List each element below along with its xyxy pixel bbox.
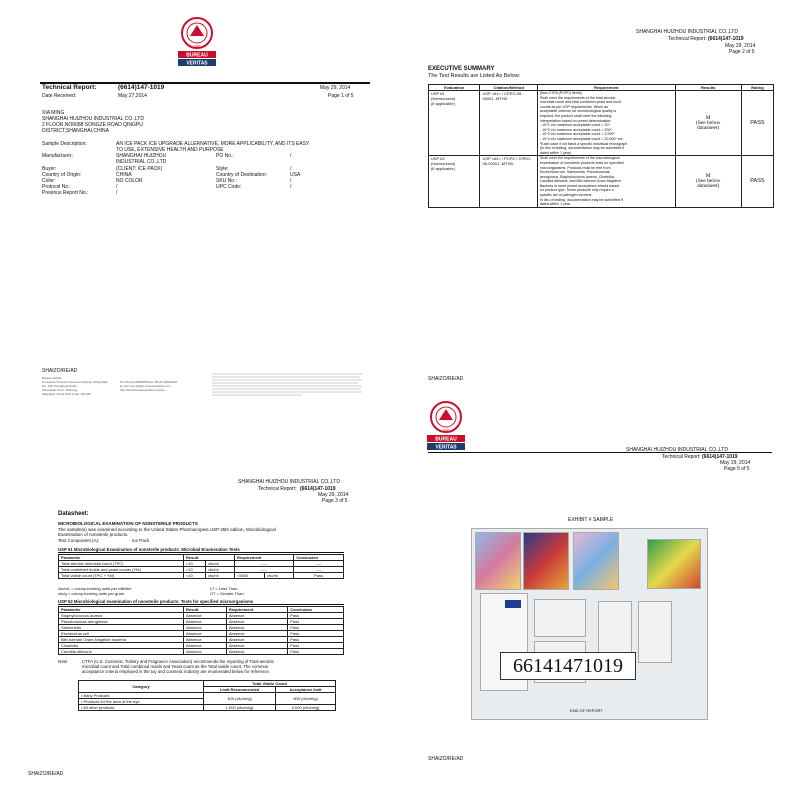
requirement-cell: ----- — [235, 561, 294, 567]
table-row — [429, 91, 774, 156]
micro-line: The sample(s) was examined according to the United States Pharmacopeia USP 35th edition, Microbiological — [58, 527, 276, 532]
requirement-cell: Absence — [226, 619, 287, 625]
lab-address-line: Tel: 86-21-24081688 Fax: 86-21-64900042 — [120, 380, 178, 384]
text-line: *Each case if not listed a specific individual monograph — [539, 141, 628, 146]
field-key: PO No.: — [216, 153, 234, 159]
requirement-cell: Absence — [226, 637, 287, 643]
result-cell: <10 — [184, 561, 206, 567]
legend-item: GT = Greater Than — [210, 591, 244, 596]
sample-label: Sample Description: — [42, 141, 87, 147]
bureau-veritas-logo — [425, 400, 467, 452]
micro-title: MICROBIOLOGICAL EXAMINATION OF NONSTERILE PRODUCTS — [58, 521, 198, 526]
col-header: Limit Recommended — [204, 687, 276, 693]
photo-label-number: 66141471019 — [500, 652, 636, 680]
text-line: (if applicable) — [431, 101, 455, 106]
result-cell: Absence — [184, 631, 227, 637]
field-value: / — [290, 153, 292, 159]
text-line: dated within 1 year. — [539, 202, 571, 207]
lab-address-line: Bureau Veritas — [42, 376, 62, 380]
conclusion-cell: Pass — [288, 637, 344, 643]
requirement-cell: <5000 — [235, 573, 265, 579]
category-cell — [79, 705, 204, 711]
text-line: M — [705, 114, 711, 121]
footer-code: SHAIZO/RE/AD — [428, 376, 464, 382]
text-line: In lieu of testing, documentation may be submitted if — [539, 197, 623, 202]
param-cell: Staphylococcus aureus — [59, 613, 184, 619]
field-key: Country of Origin: — [42, 172, 82, 178]
footer-code: SHAIZO/RE/AD — [42, 368, 78, 374]
ice-pack-cartoon-3 — [573, 532, 619, 590]
bullet-icon: • — [81, 693, 84, 698]
table-row — [59, 649, 344, 655]
text-line: USP <61> / CPEO-08- — [482, 91, 523, 96]
field-key: Country of Destination: — [216, 172, 267, 178]
conclusion-cell: Pass — [294, 573, 344, 579]
category-label: Baby Products — [83, 693, 110, 698]
col-header: Category — [79, 681, 204, 693]
text-line: Candida albicans, and Bile-tolerant Gram-Negative — [539, 179, 622, 184]
param-cell: Escherichia coli — [59, 631, 184, 637]
text-line: dated within 1 year) — [539, 150, 572, 155]
text-line: datasheet) — [697, 183, 720, 190]
col-header: Evaluation — [429, 85, 480, 91]
address-line: SHANGHAI HUIZHOU INDUSTRIAL CO.,LTD — [42, 116, 144, 122]
col-header: Parameter — [59, 555, 184, 561]
logo-brand-top: BUREAU — [186, 52, 208, 59]
text-line: - 10^4 cfu maximum acceptable count = 20,000* etc. — [539, 136, 624, 141]
sample-photo — [471, 528, 708, 720]
category-label: All other products — [83, 705, 115, 710]
result-cell: <10 — [184, 573, 206, 579]
field-key: Protocol No.: — [42, 184, 71, 190]
limit-cell: 5,000 (cfu/ml/g) — [276, 705, 336, 711]
evaluation-cell — [429, 91, 480, 156]
address-line: DISTRICT,SHANGHAI,CHINA — [42, 128, 109, 134]
unit-cell: cfu/ml — [205, 567, 234, 573]
field-value: / — [290, 184, 292, 190]
conclusion-cell: Pass — [288, 643, 344, 649]
category-label: Products for the area of the eye — [83, 699, 140, 704]
field-value: NO COLOR — [116, 178, 143, 184]
rating-cell: PASS — [741, 91, 773, 156]
text-line: Escherichia coli, Salmonella, Pseudomonas — [539, 170, 610, 175]
field-key: Manufacturer: — [42, 153, 73, 159]
col-header: Result — [184, 607, 227, 613]
field-value: / — [116, 190, 118, 196]
param-cell: Bile-tolerant Gram-Negative bacteria — [59, 637, 184, 643]
page-number: Page 3 of 5 — [322, 498, 348, 504]
text-line: (Harmonized) — [431, 96, 456, 101]
text-line: Shall meet the requirements of the microbiological — [539, 156, 620, 161]
requirement-cell: Absence — [226, 643, 287, 649]
text-line: - 10^3 cfu maximum acceptable count = 2,000* — [539, 132, 615, 137]
received-label: Date Received: — [42, 93, 77, 99]
col-header: Citation/Method — [480, 85, 537, 91]
usp62-table — [58, 606, 344, 655]
ice-pack-cartoon-1 — [475, 532, 521, 590]
table-row — [59, 573, 344, 579]
param-cell: Total combined molds and yeast counts (YM) — [59, 567, 184, 573]
field-value: SHANGHAI HUIZHOU — [116, 153, 167, 159]
limit-cell: 100 (cfu/ml/g) — [204, 693, 276, 705]
report-label: Technical Report: — [42, 84, 97, 91]
lab-address-line: No. 168, Guanghua Road, — [42, 384, 78, 388]
logo-brand-bottom: VERITAS — [186, 60, 208, 67]
text-line: datasheet) — [697, 124, 720, 131]
text-line: examination of nonsterile products tests for specified — [539, 160, 624, 165]
param-cell: Total viable count (TPC + YM) — [59, 573, 184, 579]
text-line: interpretation based on preset determination: — [539, 118, 612, 123]
conclusion-cell: Pass — [288, 619, 344, 625]
report-label: Technical Report: — [258, 486, 297, 492]
footer-code: SHAIZO/RE/AD — [28, 771, 64, 777]
col-header: Parameter — [59, 607, 184, 613]
col-header: Requirement — [235, 555, 294, 561]
text-line: acceptable criterion for microbiological quality is — [539, 109, 617, 114]
param-cell: Total aerobic microbial count (TPC) — [59, 561, 184, 567]
field-value: (CLIENT: ICE PACK) — [116, 166, 163, 172]
conclusion-cell: Pass — [288, 613, 344, 619]
rating-cell: PASS — [741, 156, 773, 208]
requirement-cell: Absence — [226, 625, 287, 631]
text-line: (See below — [695, 119, 721, 126]
text-line: M — [705, 173, 711, 180]
bullet-icon: • — [81, 699, 84, 704]
fine-print-disclaimer — [212, 372, 362, 398]
field-value: CHINA — [116, 172, 132, 178]
col-header: Result — [184, 555, 235, 561]
requirement-cell: Absence — [226, 613, 287, 619]
col-header: Acceptance limit — [276, 687, 336, 693]
usp61-title: USP 61 Microbiological Examination of nonsterile products: Microbial Enumeration Tests — [58, 547, 240, 552]
field-key: UPC Code: — [216, 184, 242, 190]
sample-desc: TO USE, EXTENSIVE HEALTH AND PURPOSE — [116, 147, 224, 153]
col-header: Rating — [741, 85, 773, 91]
legend-item: LT = Less Than — [210, 586, 238, 591]
result-cell — [675, 91, 741, 156]
table-row — [429, 156, 774, 208]
requirement-cell — [537, 91, 675, 156]
requirement-cell: Absence — [226, 631, 287, 637]
text-line: - 10^1 cfu maximum acceptable count = 20* — [539, 123, 610, 128]
text-line: (See below — [695, 178, 721, 185]
section-rule — [58, 552, 344, 553]
received-date: May 27,2014 — [118, 93, 147, 99]
note-line: CTFA (U.S. Cosmetic, Toiletry and Fragrance Association) recommends the reporting of Total aerobic — [82, 659, 274, 664]
text-line: microorganisms. Products must be free from — [539, 165, 611, 170]
page-number: Page 1 of 5 — [328, 93, 354, 99]
param-cell: Salmonella — [59, 625, 184, 631]
field-value: / — [290, 166, 292, 172]
report-date: May 29, 2014 — [318, 492, 349, 498]
company-name: SHANGHAI HUIZHOU INDUSTRIAL CO.,LTD — [238, 479, 340, 485]
result-cell — [675, 156, 741, 208]
result-cell: Absence — [184, 643, 227, 649]
col-header: Conclusion — [288, 607, 344, 613]
report-label: Technical Report: — [662, 454, 701, 460]
page-number: Page 5 of 5 — [724, 466, 750, 472]
limit-cell: 500 (cfu/ml/g) — [276, 693, 336, 705]
usp62-title: USP 62 Microbiological examination of nonsterile products: Tests for specified microorganisms — [58, 599, 254, 604]
field-value: INDUSTRIAL CO.,LTD — [116, 159, 167, 165]
section-rule — [58, 604, 344, 605]
conclusion-cell: Pass — [288, 649, 344, 655]
result-cell: Absence — [184, 637, 227, 643]
lab-address-line: Zhuanqiao Town, Minhang, — [42, 388, 78, 392]
requirement-cell: ----- — [235, 567, 294, 573]
text-line: 08-00001 -MTHD — [482, 161, 514, 167]
text-line: 00001 -MTHD — [482, 96, 508, 101]
param-cell: Pseudomonas aeruginosa — [59, 619, 184, 625]
company-name: SHANGHAI HUIZHOU INDUSTRIAL CO.,LTD — [636, 29, 738, 35]
report-date: May 29, 2014 — [320, 85, 351, 91]
test-component-value: Ice Pack — [132, 538, 150, 543]
legend-item: cfu/mL = colony-forming units per millilitre — [58, 586, 132, 591]
report-page-5 — [400, 400, 800, 800]
report-number: (6614)147-1019 — [708, 36, 744, 42]
conclusion-cell: Pass — [288, 631, 344, 637]
conclusion-cell: ----- — [294, 567, 344, 573]
page-number: Page 2 of 5 — [729, 49, 755, 55]
lab-address-line: E-mail: cps-sh@cn.bureauveritas.com — [120, 384, 171, 388]
report-page-1 — [0, 0, 400, 400]
method-cell — [480, 91, 537, 156]
report-date: May 29, 2014 — [725, 43, 756, 49]
exhibit-title: EXHIBIT # SAMPLE — [568, 517, 614, 523]
field-key: Buyer: — [42, 166, 57, 172]
reference-limits-table — [78, 680, 336, 711]
text-line: aeruginosa, Staphylococcus aureus, Clostridia, — [539, 174, 615, 179]
text-line: USP 61 — [431, 91, 445, 96]
note-line: microbial count and Total combined molds and Yeast count as the Total viable count. The common — [82, 664, 269, 669]
field-key: Style: — [216, 166, 229, 172]
col-header: Requirement — [226, 607, 287, 613]
unit-cell: cfu/ml — [205, 561, 234, 567]
conclusion-cell: ----- — [294, 561, 344, 567]
unit-cell: cfu/ml — [205, 573, 234, 579]
lab-address-line: Shanghai, China Post Code: 201108 — [42, 392, 91, 396]
logo-brand-top: BUREAU — [435, 436, 457, 443]
text-line: USP 62 — [431, 156, 445, 162]
logo-year: 1828 — [443, 429, 449, 432]
white-ice-pack — [534, 599, 586, 637]
limit-cell: 1,000 (cfu/ml/g) — [204, 705, 276, 711]
report-label: Technical Report: — [668, 36, 707, 42]
text-line: Bacteria to meet preset acceptance criteria based — [539, 183, 620, 188]
field-key: Color: — [42, 178, 56, 184]
text-line: required, the product shall meet the following — [539, 113, 612, 118]
lab-address-line: http://www.bureauveritas.com/cps — [120, 388, 165, 392]
report-page-3 — [0, 400, 400, 800]
report-date: May 29, 2014 — [720, 460, 751, 466]
bullet-icon: • — [81, 705, 84, 710]
field-key: SKU No.: — [216, 178, 237, 184]
param-cell: Candida albicans — [59, 649, 184, 655]
test-component-label: Test Component (A): — [58, 538, 100, 543]
report-number: (6614)147-1019 — [118, 84, 165, 91]
result-cell: <10 — [184, 567, 206, 573]
legend-item: cfu/g = colony-forming units per gram — [58, 591, 125, 596]
text-line: - 10^2 cfu maximum acceptable count = 200* — [539, 127, 612, 132]
ice-pack-cartoon-4 — [647, 539, 701, 589]
note-line: acceptance criteria employed in the toy and cosmetic industry are enumerated below for reference. — [82, 669, 270, 674]
method-cell — [480, 156, 537, 208]
note-label: Note: — [58, 659, 69, 664]
evaluation-cell — [429, 156, 480, 208]
report-page-2 — [400, 0, 800, 400]
field-key: Previous Report No.: — [42, 190, 89, 196]
result-cell: Absence — [184, 649, 227, 655]
end-of-report: END OF REPORT — [570, 708, 603, 713]
text-line: (if applicable) — [431, 166, 455, 172]
col-header: Requirement — [537, 85, 675, 91]
report-number: (6614)147-1019 — [702, 454, 738, 460]
datasheet-title: Datasheet: — [58, 511, 89, 517]
col-header: Total Viable Count — [204, 681, 336, 687]
requirement-cell — [537, 156, 675, 208]
logo-year: 1828 — [194, 45, 200, 48]
text-line: Shall meet the requirements of the total aerobic — [539, 95, 616, 100]
bureau-veritas-logo — [176, 16, 218, 68]
col-header: Results — [675, 85, 741, 91]
address-line: 2 FLOOR,NO6688 SONGZE ROAD QINGPU — [42, 122, 143, 128]
col-header: Conclusion — [294, 555, 344, 561]
field-value: USA — [290, 172, 301, 178]
summary-title: EXECUTIVE SUMMARY — [428, 66, 495, 72]
requirement-cell: Absence — [226, 649, 287, 655]
company-name: SHANGHAI HUIZHOU INDUSTRIAL CO.,LTD — [626, 447, 728, 453]
table-row — [79, 705, 336, 711]
unit-cell: cfu/ml — [265, 573, 294, 579]
text-line: (In lieu of testing, documentation may be submitted if — [539, 146, 625, 151]
text-line: specific set of pathogen screens — [539, 193, 592, 198]
lab-address-line: Consumer Products Services Division (Shanghai) — [42, 380, 108, 384]
result-cell: Absence — [184, 613, 227, 619]
result-cell: Absence — [184, 619, 227, 625]
text-line: [Non-CTFA (PCPC) items] — [539, 91, 582, 95]
param-cell: Clostridia — [59, 643, 184, 649]
conclusion-cell: Pass — [288, 625, 344, 631]
result-cell: Absence — [184, 625, 227, 631]
footer-code: SHAIZO/RE/AD — [428, 756, 464, 762]
summary-table — [428, 84, 774, 208]
sample-desc: AN ICE PACK ICE UPGRADE ALLERNATIVE, MORE APPLICABILITY, AND ITS EASY — [116, 141, 310, 147]
micro-line: Examination of nonsterile products. — [58, 532, 129, 537]
logo-brand-bottom: VERITAS — [435, 444, 457, 451]
report-number: (6614)147-1019 — [300, 486, 336, 492]
white-ice-pack — [638, 601, 672, 663]
field-value: / — [116, 184, 118, 190]
field-value: / — [290, 178, 292, 184]
box-brand-mark — [505, 600, 521, 608]
text-line: (Harmonized) — [431, 161, 456, 167]
text-line: counts as per USP requirements. When an — [539, 104, 609, 109]
text-line: USP <62> / PCPC / CPEO- — [482, 156, 532, 162]
usp61-table — [58, 554, 344, 579]
address-line: XIA MING — [42, 110, 65, 116]
text-line: microbial count and total combined yeast and mold — [539, 100, 621, 105]
ice-pack-cartoon-2 — [523, 532, 569, 590]
summary-subtitle: The Test Results are Listed As Below: — [428, 73, 521, 79]
text-line: on product type. Some products only require a — [539, 188, 614, 193]
